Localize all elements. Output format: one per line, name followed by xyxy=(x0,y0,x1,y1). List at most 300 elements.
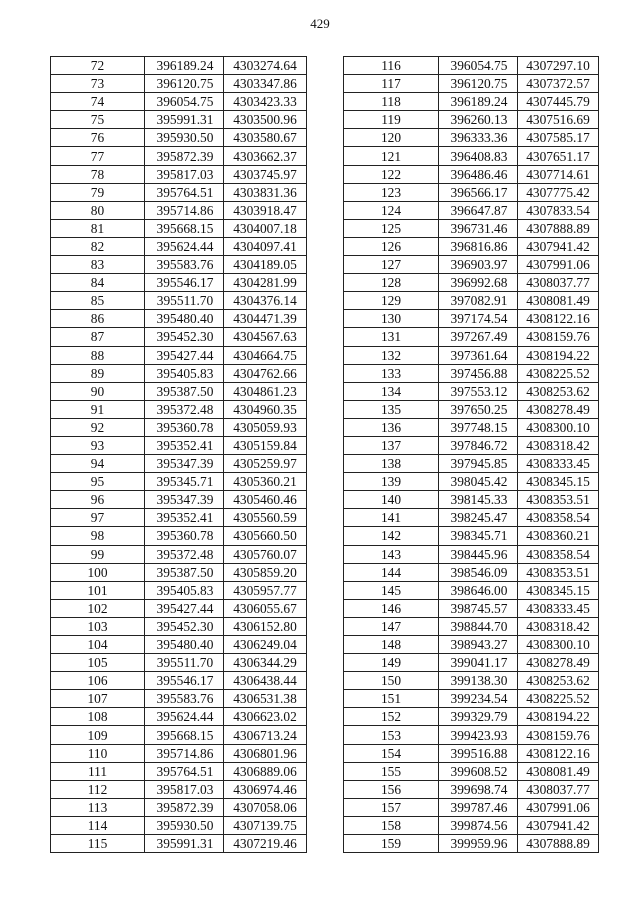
table-row xyxy=(344,183,599,201)
point-number-cell: 137 xyxy=(344,436,439,454)
table-row xyxy=(51,237,307,255)
x-coordinate-cell: 399329.79 xyxy=(439,708,518,726)
y-coordinate-cell: 4308345.15 xyxy=(518,473,599,491)
y-coordinate-cell: 4306438.44 xyxy=(224,672,307,690)
y-coordinate-cell: 4308225.52 xyxy=(518,364,599,382)
point-number-cell: 83 xyxy=(51,256,145,274)
x-coordinate-cell: 395714.86 xyxy=(145,201,224,219)
y-coordinate-cell: 4305460.46 xyxy=(224,491,307,509)
y-coordinate-cell: 4304861.23 xyxy=(224,382,307,400)
y-coordinate-cell: 4308318.42 xyxy=(518,617,599,635)
y-coordinate-cell: 4303500.96 xyxy=(224,111,307,129)
point-number-cell: 96 xyxy=(51,491,145,509)
y-coordinate-cell: 4308194.22 xyxy=(518,708,599,726)
y-coordinate-cell: 4308345.15 xyxy=(518,581,599,599)
point-number-cell: 122 xyxy=(344,165,439,183)
y-coordinate-cell: 4308300.10 xyxy=(518,636,599,654)
table-row xyxy=(344,147,599,165)
x-coordinate-cell: 396566.17 xyxy=(439,183,518,201)
y-coordinate-cell: 4304960.35 xyxy=(224,400,307,418)
point-number-cell: 152 xyxy=(344,708,439,726)
y-coordinate-cell: 4304007.18 xyxy=(224,219,307,237)
x-coordinate-cell: 396120.75 xyxy=(145,75,224,93)
point-number-cell: 92 xyxy=(51,418,145,436)
y-coordinate-cell: 4307139.75 xyxy=(224,816,307,834)
y-coordinate-cell: 4308037.77 xyxy=(518,780,599,798)
x-coordinate-cell: 396054.75 xyxy=(439,57,518,75)
y-coordinate-cell: 4305760.07 xyxy=(224,545,307,563)
table-row xyxy=(344,762,599,780)
x-coordinate-cell: 396731.46 xyxy=(439,219,518,237)
x-coordinate-cell: 399516.88 xyxy=(439,744,518,762)
y-coordinate-cell: 4308122.16 xyxy=(518,310,599,328)
y-coordinate-cell: 4304762.66 xyxy=(224,364,307,382)
y-coordinate-cell: 4303918.47 xyxy=(224,201,307,219)
y-coordinate-cell: 4308333.45 xyxy=(518,599,599,617)
y-coordinate-cell: 4308253.62 xyxy=(518,672,599,690)
coordinates-table-right xyxy=(343,56,599,853)
table-row xyxy=(344,292,599,310)
table-row xyxy=(344,237,599,255)
point-number-cell: 158 xyxy=(344,816,439,834)
table-row xyxy=(344,617,599,635)
coordinates-table-right-body xyxy=(344,57,599,853)
y-coordinate-cell: 4307445.79 xyxy=(518,93,599,111)
y-coordinate-cell: 4303662.37 xyxy=(224,147,307,165)
table-row xyxy=(51,147,307,165)
point-number-cell: 116 xyxy=(344,57,439,75)
x-coordinate-cell: 395668.15 xyxy=(145,219,224,237)
x-coordinate-cell: 395546.17 xyxy=(145,672,224,690)
x-coordinate-cell: 396486.46 xyxy=(439,165,518,183)
y-coordinate-cell: 4308225.52 xyxy=(518,690,599,708)
table-row xyxy=(344,400,599,418)
table-row xyxy=(344,201,599,219)
table-row xyxy=(51,382,307,400)
x-coordinate-cell: 395452.30 xyxy=(145,328,224,346)
table-row xyxy=(51,455,307,473)
table-row xyxy=(51,581,307,599)
y-coordinate-cell: 4307058.06 xyxy=(224,798,307,816)
x-coordinate-cell: 398145.33 xyxy=(439,491,518,509)
y-coordinate-cell: 4306152.80 xyxy=(224,617,307,635)
point-number-cell: 75 xyxy=(51,111,145,129)
y-coordinate-cell: 4304664.75 xyxy=(224,346,307,364)
table-row xyxy=(344,165,599,183)
x-coordinate-cell: 396189.24 xyxy=(145,57,224,75)
point-number-cell: 146 xyxy=(344,599,439,617)
table-row xyxy=(51,744,307,762)
x-coordinate-cell: 398943.27 xyxy=(439,636,518,654)
point-number-cell: 141 xyxy=(344,509,439,527)
x-coordinate-cell: 396992.68 xyxy=(439,274,518,292)
y-coordinate-cell: 4308159.76 xyxy=(518,328,599,346)
x-coordinate-cell: 396647.87 xyxy=(439,201,518,219)
y-coordinate-cell: 4303423.33 xyxy=(224,93,307,111)
coordinates-table-left-body xyxy=(51,57,307,853)
y-coordinate-cell: 4307991.06 xyxy=(518,798,599,816)
x-coordinate-cell: 398646.00 xyxy=(439,581,518,599)
table-row xyxy=(51,310,307,328)
y-coordinate-cell: 4307888.89 xyxy=(518,835,599,853)
x-coordinate-cell: 395352.41 xyxy=(145,509,224,527)
y-coordinate-cell: 4306974.46 xyxy=(224,780,307,798)
table-row xyxy=(51,527,307,545)
y-coordinate-cell: 4308353.51 xyxy=(518,491,599,509)
y-coordinate-cell: 4304471.39 xyxy=(224,310,307,328)
x-coordinate-cell: 396054.75 xyxy=(145,93,224,111)
point-number-cell: 97 xyxy=(51,509,145,527)
point-number-cell: 101 xyxy=(51,581,145,599)
table-row xyxy=(51,346,307,364)
table-row xyxy=(344,835,599,853)
point-number-cell: 80 xyxy=(51,201,145,219)
y-coordinate-cell: 4307888.89 xyxy=(518,219,599,237)
x-coordinate-cell: 395360.78 xyxy=(145,527,224,545)
x-coordinate-cell: 397945.85 xyxy=(439,455,518,473)
table-row xyxy=(344,256,599,274)
x-coordinate-cell: 395405.83 xyxy=(145,581,224,599)
x-coordinate-cell: 395452.30 xyxy=(145,617,224,635)
y-coordinate-cell: 4308081.49 xyxy=(518,292,599,310)
x-coordinate-cell: 398445.96 xyxy=(439,545,518,563)
point-number-cell: 127 xyxy=(344,256,439,274)
table-row xyxy=(51,111,307,129)
table-row xyxy=(51,726,307,744)
point-number-cell: 144 xyxy=(344,563,439,581)
point-number-cell: 90 xyxy=(51,382,145,400)
y-coordinate-cell: 4303745.97 xyxy=(224,165,307,183)
table-row xyxy=(344,436,599,454)
y-coordinate-cell: 4308360.21 xyxy=(518,527,599,545)
y-coordinate-cell: 4308278.49 xyxy=(518,654,599,672)
x-coordinate-cell: 395930.50 xyxy=(145,816,224,834)
table-row xyxy=(51,75,307,93)
table-row xyxy=(344,780,599,798)
table-row xyxy=(51,636,307,654)
x-coordinate-cell: 395817.03 xyxy=(145,165,224,183)
point-number-cell: 72 xyxy=(51,57,145,75)
x-coordinate-cell: 397553.12 xyxy=(439,382,518,400)
y-coordinate-cell: 4305360.21 xyxy=(224,473,307,491)
point-number-cell: 93 xyxy=(51,436,145,454)
point-number-cell: 140 xyxy=(344,491,439,509)
x-coordinate-cell: 395345.71 xyxy=(145,473,224,491)
y-coordinate-cell: 4306713.24 xyxy=(224,726,307,744)
table-row xyxy=(51,780,307,798)
x-coordinate-cell: 395347.39 xyxy=(145,491,224,509)
table-row xyxy=(51,509,307,527)
point-number-cell: 108 xyxy=(51,708,145,726)
point-number-cell: 154 xyxy=(344,744,439,762)
table-row xyxy=(51,364,307,382)
point-number-cell: 110 xyxy=(51,744,145,762)
x-coordinate-cell: 395427.44 xyxy=(145,346,224,364)
point-number-cell: 130 xyxy=(344,310,439,328)
y-coordinate-cell: 4307775.42 xyxy=(518,183,599,201)
table-row xyxy=(51,599,307,617)
point-number-cell: 142 xyxy=(344,527,439,545)
y-coordinate-cell: 4307991.06 xyxy=(518,256,599,274)
x-coordinate-cell: 398844.70 xyxy=(439,617,518,635)
x-coordinate-cell: 396333.36 xyxy=(439,129,518,147)
table-row xyxy=(344,418,599,436)
point-number-cell: 100 xyxy=(51,563,145,581)
point-number-cell: 78 xyxy=(51,165,145,183)
y-coordinate-cell: 4305159.84 xyxy=(224,436,307,454)
table-row xyxy=(344,744,599,762)
y-coordinate-cell: 4307516.69 xyxy=(518,111,599,129)
x-coordinate-cell: 399234.54 xyxy=(439,690,518,708)
y-coordinate-cell: 4306889.06 xyxy=(224,762,307,780)
y-coordinate-cell: 4307585.17 xyxy=(518,129,599,147)
table-row xyxy=(344,527,599,545)
table-row xyxy=(51,762,307,780)
y-coordinate-cell: 4307372.57 xyxy=(518,75,599,93)
point-number-cell: 103 xyxy=(51,617,145,635)
x-coordinate-cell: 395930.50 xyxy=(145,129,224,147)
y-coordinate-cell: 4308122.16 xyxy=(518,744,599,762)
x-coordinate-cell: 396903.97 xyxy=(439,256,518,274)
point-number-cell: 118 xyxy=(344,93,439,111)
x-coordinate-cell: 399959.96 xyxy=(439,835,518,853)
point-number-cell: 74 xyxy=(51,93,145,111)
point-number-cell: 134 xyxy=(344,382,439,400)
point-number-cell: 104 xyxy=(51,636,145,654)
point-number-cell: 94 xyxy=(51,455,145,473)
x-coordinate-cell: 395511.70 xyxy=(145,292,224,310)
x-coordinate-cell: 397748.15 xyxy=(439,418,518,436)
x-coordinate-cell: 395583.76 xyxy=(145,256,224,274)
table-row xyxy=(344,310,599,328)
x-coordinate-cell: 399423.93 xyxy=(439,726,518,744)
y-coordinate-cell: 4307941.42 xyxy=(518,816,599,834)
point-number-cell: 133 xyxy=(344,364,439,382)
y-coordinate-cell: 4305059.93 xyxy=(224,418,307,436)
x-coordinate-cell: 395714.86 xyxy=(145,744,224,762)
x-coordinate-cell: 395583.76 xyxy=(145,690,224,708)
y-coordinate-cell: 4308081.49 xyxy=(518,762,599,780)
table-row xyxy=(344,599,599,617)
table-row xyxy=(51,292,307,310)
y-coordinate-cell: 4307714.61 xyxy=(518,165,599,183)
point-number-cell: 73 xyxy=(51,75,145,93)
x-coordinate-cell: 395624.44 xyxy=(145,708,224,726)
x-coordinate-cell: 395764.51 xyxy=(145,762,224,780)
y-coordinate-cell: 4305859.20 xyxy=(224,563,307,581)
x-coordinate-cell: 395546.17 xyxy=(145,274,224,292)
point-number-cell: 85 xyxy=(51,292,145,310)
point-number-cell: 77 xyxy=(51,147,145,165)
y-coordinate-cell: 4306531.38 xyxy=(224,690,307,708)
point-number-cell: 125 xyxy=(344,219,439,237)
x-coordinate-cell: 395387.50 xyxy=(145,563,224,581)
point-number-cell: 123 xyxy=(344,183,439,201)
table-row xyxy=(51,545,307,563)
x-coordinate-cell: 399787.46 xyxy=(439,798,518,816)
point-number-cell: 136 xyxy=(344,418,439,436)
table-row xyxy=(344,491,599,509)
y-coordinate-cell: 4303347.86 xyxy=(224,75,307,93)
point-number-cell: 131 xyxy=(344,328,439,346)
x-coordinate-cell: 395352.41 xyxy=(145,436,224,454)
x-coordinate-cell: 395817.03 xyxy=(145,780,224,798)
y-coordinate-cell: 4306055.67 xyxy=(224,599,307,617)
table-row xyxy=(344,690,599,708)
table-row xyxy=(344,274,599,292)
point-number-cell: 89 xyxy=(51,364,145,382)
y-coordinate-cell: 4308159.76 xyxy=(518,726,599,744)
point-number-cell: 139 xyxy=(344,473,439,491)
table-row xyxy=(51,400,307,418)
y-coordinate-cell: 4307219.46 xyxy=(224,835,307,853)
point-number-cell: 112 xyxy=(51,780,145,798)
point-number-cell: 143 xyxy=(344,545,439,563)
x-coordinate-cell: 396120.75 xyxy=(439,75,518,93)
x-coordinate-cell: 396408.83 xyxy=(439,147,518,165)
table-row xyxy=(51,708,307,726)
table-row xyxy=(344,346,599,364)
table-row xyxy=(344,219,599,237)
point-number-cell: 88 xyxy=(51,346,145,364)
table-row xyxy=(51,57,307,75)
table-row xyxy=(344,328,599,346)
x-coordinate-cell: 395480.40 xyxy=(145,310,224,328)
x-coordinate-cell: 397846.72 xyxy=(439,436,518,454)
point-number-cell: 111 xyxy=(51,762,145,780)
x-coordinate-cell: 395991.31 xyxy=(145,111,224,129)
table-row xyxy=(344,636,599,654)
y-coordinate-cell: 4308358.54 xyxy=(518,509,599,527)
y-coordinate-cell: 4308353.51 xyxy=(518,563,599,581)
table-row xyxy=(344,563,599,581)
point-number-cell: 102 xyxy=(51,599,145,617)
y-coordinate-cell: 4308358.54 xyxy=(518,545,599,563)
table-row xyxy=(344,111,599,129)
y-coordinate-cell: 4304567.63 xyxy=(224,328,307,346)
point-number-cell: 157 xyxy=(344,798,439,816)
table-row xyxy=(344,545,599,563)
x-coordinate-cell: 398745.57 xyxy=(439,599,518,617)
point-number-cell: 155 xyxy=(344,762,439,780)
y-coordinate-cell: 4306801.96 xyxy=(224,744,307,762)
x-coordinate-cell: 398045.42 xyxy=(439,473,518,491)
table-row xyxy=(51,183,307,201)
x-coordinate-cell: 395387.50 xyxy=(145,382,224,400)
point-number-cell: 150 xyxy=(344,672,439,690)
x-coordinate-cell: 399041.17 xyxy=(439,654,518,672)
x-coordinate-cell: 395511.70 xyxy=(145,654,224,672)
point-number-cell: 124 xyxy=(344,201,439,219)
table-row xyxy=(51,654,307,672)
y-coordinate-cell: 4304281.99 xyxy=(224,274,307,292)
table-row xyxy=(344,129,599,147)
point-number-cell: 98 xyxy=(51,527,145,545)
point-number-cell: 159 xyxy=(344,835,439,853)
x-coordinate-cell: 395360.78 xyxy=(145,418,224,436)
y-coordinate-cell: 4307833.54 xyxy=(518,201,599,219)
point-number-cell: 107 xyxy=(51,690,145,708)
y-coordinate-cell: 4306249.04 xyxy=(224,636,307,654)
table-row xyxy=(51,798,307,816)
x-coordinate-cell: 395764.51 xyxy=(145,183,224,201)
y-coordinate-cell: 4303274.64 xyxy=(224,57,307,75)
y-coordinate-cell: 4305660.50 xyxy=(224,527,307,545)
x-coordinate-cell: 395668.15 xyxy=(145,726,224,744)
y-coordinate-cell: 4308318.42 xyxy=(518,436,599,454)
table-row xyxy=(344,382,599,400)
x-coordinate-cell: 395372.48 xyxy=(145,545,224,563)
point-number-cell: 132 xyxy=(344,346,439,364)
point-number-cell: 119 xyxy=(344,111,439,129)
table-row xyxy=(51,563,307,581)
table-row xyxy=(51,256,307,274)
y-coordinate-cell: 4305259.97 xyxy=(224,455,307,473)
point-number-cell: 128 xyxy=(344,274,439,292)
point-number-cell: 91 xyxy=(51,400,145,418)
x-coordinate-cell: 395872.39 xyxy=(145,147,224,165)
point-number-cell: 105 xyxy=(51,654,145,672)
x-coordinate-cell: 397361.64 xyxy=(439,346,518,364)
y-coordinate-cell: 4304376.14 xyxy=(224,292,307,310)
x-coordinate-cell: 397650.25 xyxy=(439,400,518,418)
y-coordinate-cell: 4303580.67 xyxy=(224,129,307,147)
table-row xyxy=(51,617,307,635)
table-row xyxy=(344,816,599,834)
point-number-cell: 82 xyxy=(51,237,145,255)
table-row xyxy=(51,835,307,853)
table-row xyxy=(344,798,599,816)
table-row xyxy=(344,509,599,527)
point-number-cell: 106 xyxy=(51,672,145,690)
point-number-cell: 120 xyxy=(344,129,439,147)
table-row xyxy=(51,436,307,454)
y-coordinate-cell: 4308037.77 xyxy=(518,274,599,292)
point-number-cell: 84 xyxy=(51,274,145,292)
point-number-cell: 95 xyxy=(51,473,145,491)
x-coordinate-cell: 399608.52 xyxy=(439,762,518,780)
point-number-cell: 148 xyxy=(344,636,439,654)
x-coordinate-cell: 395372.48 xyxy=(145,400,224,418)
point-number-cell: 129 xyxy=(344,292,439,310)
table-row xyxy=(51,473,307,491)
x-coordinate-cell: 398245.47 xyxy=(439,509,518,527)
y-coordinate-cell: 4308300.10 xyxy=(518,418,599,436)
table-row xyxy=(344,57,599,75)
point-number-cell: 156 xyxy=(344,780,439,798)
point-number-cell: 86 xyxy=(51,310,145,328)
point-number-cell: 87 xyxy=(51,328,145,346)
y-coordinate-cell: 4308278.49 xyxy=(518,400,599,418)
point-number-cell: 114 xyxy=(51,816,145,834)
table-row xyxy=(344,473,599,491)
x-coordinate-cell: 395872.39 xyxy=(145,798,224,816)
table-row xyxy=(344,726,599,744)
point-number-cell: 145 xyxy=(344,581,439,599)
table-row xyxy=(344,581,599,599)
table-row xyxy=(344,93,599,111)
x-coordinate-cell: 399874.56 xyxy=(439,816,518,834)
x-coordinate-cell: 396189.24 xyxy=(439,93,518,111)
y-coordinate-cell: 4307651.17 xyxy=(518,147,599,165)
y-coordinate-cell: 4305957.77 xyxy=(224,581,307,599)
table-row xyxy=(344,708,599,726)
y-coordinate-cell: 4305560.59 xyxy=(224,509,307,527)
y-coordinate-cell: 4307297.10 xyxy=(518,57,599,75)
x-coordinate-cell: 399698.74 xyxy=(439,780,518,798)
table-row xyxy=(344,654,599,672)
table-row xyxy=(344,75,599,93)
